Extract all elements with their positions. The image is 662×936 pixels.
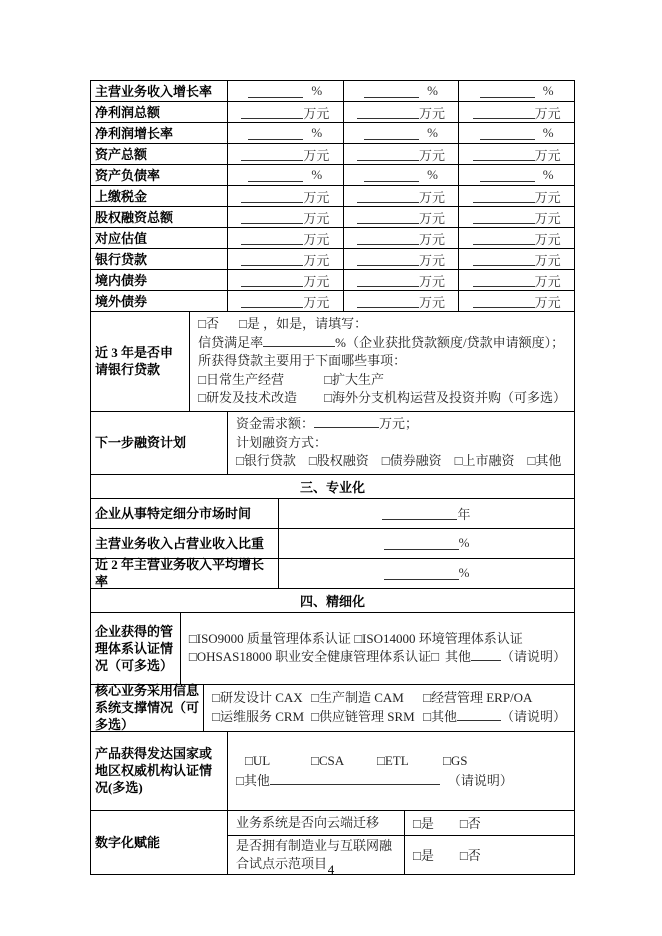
checkbox-icon: □	[459, 816, 468, 832]
value-cell	[344, 249, 460, 269]
option-label: 债券融资	[389, 453, 442, 469]
option-label: 生产制造 CAM	[318, 690, 404, 706]
row-label: 企业从事特定细分市场时间	[91, 499, 279, 528]
option-label: 研发设计 CAX	[219, 690, 303, 706]
digital-question: 业务系统是否向云端迁移	[228, 811, 405, 835]
fill-blank[interactable]	[357, 148, 419, 161]
checkbox-icon: □	[198, 390, 206, 406]
fill-blank[interactable]	[473, 106, 535, 119]
fill-blank[interactable]	[457, 708, 501, 721]
fill-blank[interactable]	[480, 169, 535, 182]
fill-blank[interactable]	[357, 232, 419, 245]
value-cell	[228, 186, 344, 206]
option-label: 海外分支机构运营及投资并购（可多选）	[331, 390, 566, 406]
checkbox-icon: □	[236, 772, 244, 788]
unit-label: 万元	[303, 105, 330, 121]
fill-blank[interactable]	[241, 274, 303, 287]
checkbox-option-erp-oa[interactable]	[423, 689, 532, 708]
option-label: OHSAS18000 职业安全健康管理体系认证	[196, 649, 432, 665]
value-cell	[228, 228, 344, 248]
checkbox-icon: □	[413, 816, 421, 832]
option-label: 否	[467, 816, 481, 832]
option-label: 是	[246, 316, 260, 331]
value-cell	[459, 144, 574, 164]
fill-blank[interactable]	[357, 211, 419, 224]
checkbox-icon: □	[188, 630, 197, 646]
checkbox-option-other[interactable]	[423, 708, 457, 727]
section-title: 四、精细化	[299, 593, 365, 609]
checkbox-option-daily-operation[interactable]	[198, 371, 324, 390]
unit-label: %	[458, 565, 470, 581]
checkbox-option-ul[interactable]	[245, 751, 311, 771]
next-financing-row	[91, 412, 574, 475]
value-cell	[344, 123, 460, 143]
fill-blank[interactable]	[263, 334, 335, 347]
table-row	[91, 102, 574, 123]
unit-label: %	[311, 167, 323, 182]
value-cell	[228, 165, 344, 185]
checkbox-option-expand-production[interactable]	[324, 371, 384, 390]
checkbox-option-csa[interactable]	[311, 751, 377, 771]
checkbox-option-other[interactable]	[431, 648, 471, 667]
checkbox-option-iso9000[interactable]	[189, 630, 351, 649]
checkbox-icon: □	[311, 708, 319, 724]
fill-blank[interactable]	[241, 232, 303, 245]
checkbox-icon: □	[431, 649, 439, 665]
option-label: ISO14000 环境管理体系认证	[362, 630, 523, 646]
unit-label: 万元	[303, 210, 330, 226]
checkbox-option-other[interactable]	[528, 452, 562, 471]
option-label: 其他	[535, 453, 562, 469]
option-label: 是	[420, 848, 434, 864]
checkbox-icon: □	[239, 316, 247, 331]
unit-label: 万元	[303, 147, 330, 163]
checkbox-option-bank-loan[interactable]	[236, 452, 296, 471]
financing-method-title: 计划融资方式：	[236, 434, 328, 450]
checkbox-option-srm[interactable]	[311, 708, 423, 727]
row-label: 净利润增长率	[91, 123, 228, 143]
fill-blank[interactable]	[248, 127, 303, 140]
value-cell	[228, 102, 344, 122]
row-label: 主营业务收入增长率	[91, 81, 228, 101]
row-label: 资产总额	[91, 144, 228, 164]
row-label: 境外债券	[91, 291, 228, 311]
digital-answer-cell	[405, 811, 574, 835]
checkbox-icon: □	[527, 453, 536, 469]
value-cell	[459, 165, 574, 185]
option-label: 银行贷款	[243, 453, 296, 469]
checkbox-option-crm[interactable]	[212, 708, 311, 727]
option-label: 股权融资	[316, 453, 369, 469]
row-label: 近 3 年是否申请银行贷款	[91, 312, 190, 411]
product-cert-content	[228, 732, 574, 810]
checkbox-icon: □	[188, 649, 197, 665]
fill-blank[interactable]	[241, 211, 303, 224]
checkbox-option-cam[interactable]	[311, 689, 423, 708]
digital-question: 是否拥有制造业与互联网融合试点示范项目	[228, 836, 405, 874]
checkbox-icon: □	[311, 753, 319, 769]
checkbox-option-no[interactable]	[198, 315, 219, 334]
unit-label: %	[427, 125, 438, 140]
checkbox-icon: □	[454, 453, 463, 469]
checkbox-icon: □	[198, 316, 206, 331]
fill-blank[interactable]	[480, 127, 535, 140]
unit-label: %	[542, 167, 554, 182]
checkbox-icon: □	[381, 453, 390, 469]
fill-blank[interactable]	[248, 85, 303, 98]
unit-label: 万元	[419, 231, 446, 247]
value-cell	[459, 228, 574, 248]
table-row	[91, 249, 574, 270]
fill-blank[interactable]	[473, 274, 535, 287]
option-label: 其他	[430, 708, 457, 724]
fill-blank[interactable]	[364, 85, 419, 98]
value-cell	[344, 102, 460, 122]
checkbox-option-gs[interactable]	[443, 751, 467, 771]
fill-blank[interactable]	[270, 772, 440, 785]
table-row	[91, 207, 574, 228]
fill-blank[interactable]	[248, 169, 303, 182]
option-label: 日常生产经营	[205, 371, 284, 387]
option-label: 否	[467, 848, 481, 864]
table-row	[91, 499, 574, 529]
fill-blank[interactable]	[357, 106, 419, 119]
fill-blank[interactable]	[241, 106, 303, 119]
loan-application-row	[91, 312, 574, 412]
credit-ratio-note: %（企业获批贷款额度/贷款申请额度）；	[335, 334, 565, 350]
unit-label: 万元	[303, 273, 330, 289]
value-cell	[344, 186, 460, 206]
row-label: 企业获得的管理体系认证情况（可多选）	[91, 613, 181, 684]
loan-instruction: ，如是，请填写：	[259, 316, 368, 331]
fill-blank[interactable]	[473, 148, 535, 161]
unit-label: 万元	[534, 252, 561, 268]
value-cell	[459, 102, 574, 122]
unit-label: 万元	[534, 273, 561, 289]
other-note: （请说明）	[500, 708, 566, 724]
unit-label: %	[458, 535, 470, 551]
table-row	[91, 291, 574, 312]
row-label: 对应估值	[91, 228, 228, 248]
value-cell	[228, 207, 344, 227]
other-note: （请说明）	[500, 649, 566, 665]
unit-label: 万元	[303, 252, 330, 268]
checkbox-option-equity[interactable]	[309, 452, 369, 471]
checkbox-option-other[interactable]	[236, 771, 270, 791]
table-row	[91, 529, 574, 559]
checkbox-option-no[interactable]	[460, 813, 481, 832]
row-label: 核心业务采用信息系统支撑情况（可多选）	[91, 685, 204, 731]
table-row	[91, 81, 574, 102]
unit-label: 万元	[303, 231, 330, 247]
unit-label: %	[427, 167, 438, 182]
option-label: 否	[205, 316, 219, 331]
checkbox-option-etl[interactable]	[377, 751, 443, 771]
value-cell	[459, 81, 574, 101]
option-label: ETL	[384, 753, 409, 769]
fill-blank[interactable]	[473, 190, 535, 203]
option-label: 运维服务 CRM	[219, 708, 305, 724]
unit-label: 万元	[419, 273, 446, 289]
fill-blank[interactable]	[241, 190, 303, 203]
fill-blank[interactable]	[314, 415, 379, 428]
value-cell	[459, 123, 574, 143]
unit-label: %	[311, 125, 323, 140]
row-label: 境内债券	[91, 270, 228, 290]
row-label: 数字化赋能	[91, 811, 228, 874]
fill-blank[interactable]	[364, 169, 419, 182]
checkbox-option-iso14000[interactable]	[354, 630, 523, 649]
fill-blank[interactable]	[357, 295, 419, 308]
unit-label: 万元	[534, 147, 561, 163]
fill-blank[interactable]	[241, 295, 303, 308]
row-label: 股权融资总额	[91, 207, 228, 227]
row-label: 近 2 年主营业务收入平均增长率	[91, 559, 279, 588]
unit-label: 万元	[419, 147, 446, 163]
row-label: 银行贷款	[91, 249, 228, 269]
unit-label: %	[542, 125, 554, 140]
unit-label: 万元	[534, 189, 561, 205]
checkbox-option-overseas[interactable]	[324, 389, 566, 408]
management-cert-row	[91, 613, 574, 685]
row-label: 资产负债率	[91, 165, 228, 185]
unit-label: 年	[457, 506, 471, 522]
value-cell	[459, 207, 574, 227]
form-table	[90, 80, 575, 875]
unit-label: 万元	[534, 294, 561, 310]
checkbox-icon: □	[354, 630, 363, 646]
fill-blank[interactable]	[473, 253, 535, 266]
product-cert-row	[91, 732, 574, 811]
section-title: 三、专业化	[299, 479, 365, 495]
checkbox-icon: □	[324, 371, 332, 387]
option-label: 其他	[444, 649, 471, 665]
fill-blank[interactable]	[364, 127, 419, 140]
checkbox-icon: □	[413, 848, 421, 864]
row-label: 上缴税金	[91, 186, 228, 206]
option-label: CSA	[318, 753, 345, 769]
loan-usage-title: 所获得贷款主要用于下面哪些事项：	[198, 353, 407, 369]
section-header-refinement	[91, 589, 574, 613]
fill-blank[interactable]	[480, 85, 535, 98]
fill-blank[interactable]	[384, 537, 459, 550]
checkbox-icon: □	[245, 753, 253, 769]
checkbox-icon: □	[308, 453, 317, 469]
unit-label: 万元	[419, 105, 446, 121]
option-label: 供应链管理 SRM	[318, 708, 415, 724]
fill-blank[interactable]	[473, 211, 535, 224]
checkbox-option-rd-upgrade[interactable]	[198, 389, 324, 408]
value-cell	[344, 144, 460, 164]
fill-blank[interactable]	[382, 507, 457, 520]
value-cell	[279, 559, 574, 588]
value-cell	[459, 270, 574, 290]
checkbox-option-yes[interactable]	[413, 813, 434, 832]
unit-label: 万元	[303, 189, 330, 205]
row-label: 主营业务收入占营业收入比重	[91, 529, 279, 558]
fill-blank[interactable]	[241, 148, 303, 161]
info-system-content	[204, 685, 574, 731]
other-note: （请说明）	[447, 772, 513, 788]
checkbox-icon: □	[423, 690, 431, 706]
option-label: 扩大生产	[331, 371, 384, 387]
loan-content	[190, 312, 574, 411]
unit-label: 万元	[419, 210, 446, 226]
info-system-row	[91, 685, 574, 732]
checkbox-icon: □	[459, 848, 468, 864]
checkbox-icon: □	[377, 753, 385, 769]
value-cell	[344, 207, 460, 227]
fill-blank[interactable]	[357, 253, 419, 266]
value-cell	[344, 228, 460, 248]
fill-blank[interactable]	[384, 567, 459, 580]
financing-content	[228, 412, 574, 474]
fill-blank[interactable]	[241, 253, 303, 266]
table-row	[91, 144, 574, 165]
value-cell	[344, 81, 460, 101]
checkbox-icon: □	[212, 690, 220, 706]
option-label: UL	[252, 753, 271, 769]
cert-content	[181, 613, 574, 684]
table-row	[91, 123, 574, 144]
option-label: ISO9000 质量管理体系认证	[196, 630, 351, 646]
digital-subrow-cloud	[228, 811, 574, 836]
option-label: 是	[420, 816, 434, 832]
checkbox-icon: □	[324, 390, 332, 406]
checkbox-option-ohsas18000[interactable]	[189, 648, 431, 667]
option-label: 研发及技术改造	[205, 390, 297, 406]
checkbox-option-bond[interactable]	[382, 452, 442, 471]
table-row	[91, 228, 574, 249]
value-cell	[228, 81, 344, 101]
row-label: 产品获得发达国家或地区权威机构认证情况(多选)	[91, 732, 228, 810]
option-label: 经营管理 ERP/OA	[430, 690, 533, 706]
value-cell	[228, 270, 344, 290]
page-number: 4	[327, 862, 335, 877]
row-label: 净利润总额	[91, 102, 228, 122]
checkbox-icon: □	[198, 371, 206, 387]
checkbox-icon: □	[443, 753, 451, 769]
value-cell	[344, 165, 460, 185]
unit-label: 万元	[419, 294, 446, 310]
table-row	[91, 165, 574, 186]
unit-label: 万元	[534, 105, 561, 121]
value-cell	[279, 499, 574, 528]
table-row	[91, 186, 574, 207]
row-label: 下一步融资计划	[91, 412, 228, 474]
fund-demand-unit: 万元；	[379, 415, 419, 431]
checkbox-option-ipo[interactable]	[455, 452, 515, 471]
fill-blank[interactable]	[357, 274, 419, 287]
unit-label: %	[427, 83, 438, 98]
checkbox-icon: □	[236, 453, 244, 469]
table-row	[91, 270, 574, 291]
fill-blank[interactable]	[473, 295, 535, 308]
value-cell	[228, 291, 344, 311]
fill-blank[interactable]	[357, 190, 419, 203]
section-header-specialization	[91, 475, 574, 499]
credit-ratio-label: 信贷满足率	[198, 334, 264, 350]
unit-label: %	[311, 83, 323, 98]
fund-demand-label: 资金需求额：	[236, 415, 315, 431]
value-cell	[459, 291, 574, 311]
option-label: 其他	[243, 772, 270, 788]
checkbox-option-yes[interactable]	[239, 315, 260, 334]
value-cell	[228, 249, 344, 269]
table-row	[91, 559, 574, 589]
value-cell	[279, 529, 574, 558]
checkbox-option-cax[interactable]	[212, 689, 311, 708]
value-cell	[459, 249, 574, 269]
checkbox-icon: □	[212, 708, 220, 724]
unit-label: 万元	[534, 231, 561, 247]
value-cell	[344, 270, 460, 290]
checkbox-icon: □	[423, 708, 431, 724]
option-label: 上市融资	[462, 453, 515, 469]
fill-blank[interactable]	[471, 648, 501, 661]
unit-label: 万元	[419, 189, 446, 205]
fill-blank[interactable]	[473, 232, 535, 245]
unit-label: 万元	[419, 252, 446, 268]
value-cell	[228, 144, 344, 164]
value-cell	[459, 186, 574, 206]
value-cell	[228, 123, 344, 143]
value-cell	[344, 291, 460, 311]
unit-label: %	[542, 83, 554, 98]
unit-label: 万元	[303, 294, 330, 310]
checkbox-icon: □	[311, 690, 319, 706]
unit-label: 万元	[534, 210, 561, 226]
option-label: GS	[450, 753, 468, 769]
